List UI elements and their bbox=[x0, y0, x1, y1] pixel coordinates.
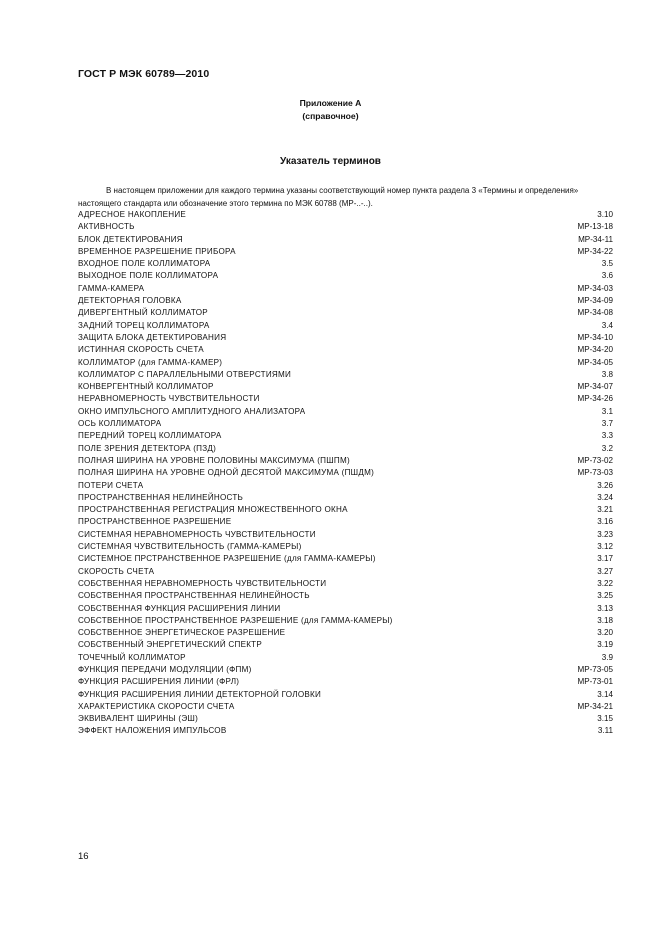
term-reference: 3.17 bbox=[597, 554, 613, 564]
term-row bbox=[78, 258, 613, 270]
term-reference: МР-34-21 bbox=[577, 701, 613, 711]
term-row bbox=[78, 701, 613, 713]
term-row bbox=[78, 246, 613, 258]
term-name: СОБСТВЕННАЯ ПРОСТРАНСТВЕННАЯ НЕЛИНЕЙНОСТЬ bbox=[78, 591, 310, 601]
term-row bbox=[78, 381, 613, 393]
term-name: ДЕТЕКТОРНАЯ ГОЛОВКА bbox=[78, 296, 182, 306]
term-row bbox=[78, 344, 613, 356]
term-reference: МР-34-03 bbox=[577, 283, 613, 293]
term-reference: МР-34-20 bbox=[577, 345, 613, 355]
term-row bbox=[78, 430, 613, 442]
term-reference: 3.12 bbox=[597, 542, 613, 552]
term-reference: МР-34-05 bbox=[577, 357, 613, 367]
term-row bbox=[78, 504, 613, 516]
term-reference: 3.13 bbox=[597, 603, 613, 613]
term-row bbox=[78, 689, 613, 701]
term-row bbox=[78, 615, 613, 627]
term-name: ПОЛНАЯ ШИРИНА НА УРОВНЕ ОДНОЙ ДЕСЯТОЙ МАКСИМУМА (ПШДМ) bbox=[78, 468, 375, 478]
term-name: НЕРАВНОМЕРНОСТЬ ЧУВСТВИТЕЛЬНОСТИ bbox=[78, 394, 260, 404]
term-row bbox=[78, 664, 613, 676]
term-reference: 3.9 bbox=[601, 652, 613, 662]
term-name: ПЕРЕДНИЙ ТОРЕЦ КОЛЛИМАТОРА bbox=[78, 431, 222, 441]
term-row bbox=[78, 529, 613, 541]
term-row bbox=[78, 467, 613, 479]
term-name: ФУНКЦИЯ РАСШИРЕНИЯ ЛИНИИ ДЕТЕКТОРНОЙ ГОЛОВКИ bbox=[78, 689, 322, 699]
term-row bbox=[78, 676, 613, 688]
term-name: ПРОСТРАНСТВЕННАЯ РЕГИСТРАЦИЯ МНОЖЕСТВЕННОГО ОКНА bbox=[78, 505, 348, 515]
term-name: КОЛЛИМАТОР (для ГАММА-КАМЕР) bbox=[78, 357, 223, 367]
appendix-subtitle: (справочное) bbox=[302, 111, 359, 121]
term-row bbox=[78, 295, 613, 307]
term-reference: 3.23 bbox=[597, 529, 613, 539]
term-name: СОБСТВЕННЫЙ ЭНЕРГЕТИЧЕСКИЙ СПЕКТР bbox=[78, 640, 263, 650]
term-reference: 3.20 bbox=[597, 628, 613, 638]
term-row bbox=[78, 418, 613, 430]
term-reference: МР-34-08 bbox=[577, 308, 613, 318]
term-reference: МР-73-01 bbox=[577, 677, 613, 687]
term-row bbox=[78, 406, 613, 418]
term-row bbox=[78, 516, 613, 528]
term-name: ВРЕМЕННОЕ РАЗРЕШЕНИЕ ПРИБОРА bbox=[78, 246, 236, 256]
term-row bbox=[78, 566, 613, 578]
term-reference: 3.24 bbox=[597, 492, 613, 502]
term-name: КОЛЛИМАТОР С ПАРАЛЛЕЛЬНЫМИ ОТВЕРСТИЯМИ bbox=[78, 369, 292, 379]
term-row bbox=[78, 320, 613, 332]
term-row bbox=[78, 541, 613, 553]
terms-list bbox=[78, 209, 613, 738]
term-reference: 3.6 bbox=[601, 271, 613, 281]
term-row bbox=[78, 307, 613, 319]
term-row bbox=[78, 590, 613, 602]
term-name: СОБСТВЕННОЕ ЭНЕРГЕТИЧЕСКОЕ РАЗРЕШЕНИЕ bbox=[78, 628, 286, 638]
intro-paragraph: В настоящем приложении для каждого термина указаны соответствующий номер пункта раздела 3 «Термины и определения» настоящего стандарта или обозначение этого термина по МЭК 60788 (МР-..-..). bbox=[78, 186, 579, 208]
term-row bbox=[78, 603, 613, 615]
term-name: АКТИВНОСТЬ bbox=[78, 222, 135, 232]
term-reference: 3.18 bbox=[597, 615, 613, 625]
appendix-heading bbox=[0, 97, 661, 123]
term-row bbox=[78, 455, 613, 467]
index-title: Указатель терминов bbox=[280, 156, 381, 167]
term-name: ЭКВИВАЛЕНТ ШИРИНЫ (ЭШ) bbox=[78, 714, 199, 724]
term-reference: 3.25 bbox=[597, 591, 613, 601]
term-name: СОБСТВЕННАЯ ФУНКЦИЯ РАСШИРЕНИЯ ЛИНИИ bbox=[78, 603, 281, 613]
term-row bbox=[78, 639, 613, 651]
term-reference: МР-34-07 bbox=[577, 382, 613, 392]
term-name: ЗАДНИЙ ТОРЕЦ КОЛЛИМАТОРА bbox=[78, 320, 210, 330]
term-row bbox=[78, 234, 613, 246]
term-row bbox=[78, 627, 613, 639]
term-row bbox=[78, 209, 613, 221]
term-reference: 3.14 bbox=[597, 689, 613, 699]
term-reference: 3.11 bbox=[597, 726, 613, 736]
term-name: ПРОСТРАНСТВЕННАЯ НЕЛИНЕЙНОСТЬ bbox=[78, 492, 244, 502]
term-reference: 3.1 bbox=[601, 406, 613, 416]
term-name: ТОЧЕЧНЫЙ КОЛЛИМАТОР bbox=[78, 652, 186, 662]
term-reference: 3.26 bbox=[597, 480, 613, 490]
term-name: ЭФФЕКТ НАЛОЖЕНИЯ ИМПУЛЬСОВ bbox=[78, 726, 227, 736]
term-name: ПОТЕРИ СЧЕТА bbox=[78, 480, 144, 490]
term-name: СКОРОСТЬ СЧЕТА bbox=[78, 566, 155, 576]
term-reference: 3.10 bbox=[597, 210, 613, 219]
term-reference: 3.7 bbox=[601, 419, 613, 429]
term-name: БЛОК ДЕТЕКТИРОВАНИЯ bbox=[78, 234, 183, 244]
term-name: ПОЛЕ ЗРЕНИЯ ДЕТЕКТОРА (ПЗД) bbox=[78, 443, 217, 453]
term-reference: МР-34-26 bbox=[577, 394, 613, 404]
term-reference: МР-13-18 bbox=[577, 222, 613, 232]
term-row bbox=[78, 393, 613, 405]
term-name: ГАММА-КАМЕРА bbox=[78, 283, 145, 293]
term-reference: 3.3 bbox=[601, 431, 613, 441]
term-row bbox=[78, 270, 613, 282]
term-name: ДИВЕРГЕНТНЫЙ КОЛЛИМАТОР bbox=[78, 308, 208, 318]
appendix-title: Приложение А bbox=[299, 98, 362, 108]
term-reference: 3.4 bbox=[601, 320, 613, 330]
term-reference: 3.16 bbox=[597, 517, 613, 527]
term-reference: МР-73-05 bbox=[577, 664, 613, 674]
term-reference: 3.15 bbox=[597, 714, 613, 724]
term-name: СОБСТВЕННОЕ ПРОСТРАНСТВЕННОЕ РАЗРЕШЕНИЕ (для ГАММА-КАМЕРЫ) bbox=[78, 615, 393, 625]
term-name: СИСТЕМНАЯ НЕРАВНОМЕРНОСТЬ ЧУВСТВИТЕЛЬНОСТИ bbox=[78, 529, 316, 539]
term-row bbox=[78, 332, 613, 344]
term-name: ВЫХОДНОЕ ПОЛЕ КОЛЛИМАТОРА bbox=[78, 271, 219, 281]
term-reference: МР-34-11 bbox=[578, 234, 613, 244]
term-row bbox=[78, 553, 613, 565]
term-row bbox=[78, 221, 613, 233]
term-row bbox=[78, 578, 613, 590]
term-row bbox=[78, 492, 613, 504]
term-reference: МР-73-02 bbox=[577, 455, 613, 465]
term-name: ФУНКЦИЯ ПЕРЕДАЧИ МОДУЛЯЦИИ (ФПМ) bbox=[78, 664, 252, 674]
term-row bbox=[78, 480, 613, 492]
term-name: ОКНО ИМПУЛЬСНОГО АМПЛИТУДНОГО АНАЛИЗАТОРА bbox=[78, 406, 306, 416]
term-reference: МР-73-03 bbox=[577, 468, 613, 478]
term-name: ПОЛНАЯ ШИРИНА НА УРОВНЕ ПОЛОВИНЫ МАКСИМУМА (ПШПМ) bbox=[78, 455, 350, 465]
term-reference: 3.21 bbox=[597, 505, 613, 515]
term-row bbox=[78, 713, 613, 725]
term-row bbox=[78, 357, 613, 369]
term-reference: 3.27 bbox=[597, 566, 613, 576]
term-reference: 3.2 bbox=[601, 443, 613, 453]
term-row bbox=[78, 725, 613, 737]
term-name: СИСТЕМНОЕ ПРСТРАНСТВЕННОЕ РАЗРЕШЕНИЕ (для ГАММА-КАМЕРЫ) bbox=[78, 554, 376, 564]
term-name: ВХОДНОЕ ПОЛЕ КОЛЛИМАТОРА bbox=[78, 259, 211, 269]
standard-header: ГОСТ Р МЭК 60789—2010 bbox=[78, 68, 210, 80]
term-name: ХАРАКТЕРИСТИКА СКОРОСТИ СЧЕТА bbox=[78, 701, 235, 711]
term-reference: МР-34-09 bbox=[577, 296, 613, 306]
term-row bbox=[78, 283, 613, 295]
term-reference: МР-34-22 bbox=[577, 246, 613, 256]
page-number: 16 bbox=[78, 851, 89, 862]
term-reference: 3.8 bbox=[601, 369, 613, 379]
term-reference: МР-34-10 bbox=[577, 332, 613, 342]
term-name: ОСЬ КОЛЛИМАТОРА bbox=[78, 419, 162, 429]
term-name: СОБСТВЕННАЯ НЕРАВНОМЕРНОСТЬ ЧУВСТВИТЕЛЬНОСТИ bbox=[78, 578, 327, 588]
term-name: АДРЕСНОЕ НАКОПЛЕНИЕ bbox=[78, 210, 187, 219]
term-row bbox=[78, 369, 613, 381]
term-name: КОНВЕРГЕНТНЫЙ КОЛЛИМАТОР bbox=[78, 382, 214, 392]
term-reference: 3.22 bbox=[597, 578, 613, 588]
term-name: ЗАЩИТА БЛОКА ДЕТЕКТИРОВАНИЯ bbox=[78, 332, 227, 342]
term-reference: 3.19 bbox=[597, 640, 613, 650]
term-name: ИСТИННАЯ СКОРОСТЬ СЧЕТА bbox=[78, 345, 204, 355]
term-reference: 3.5 bbox=[601, 259, 613, 269]
term-row bbox=[78, 652, 613, 664]
term-name: ФУНКЦИЯ РАСШИРЕНИЯ ЛИНИИ (ФРЛ) bbox=[78, 677, 240, 687]
term-row bbox=[78, 443, 613, 455]
term-name: ПРОСТРАНСТВЕННОЕ РАЗРЕШЕНИЕ bbox=[78, 517, 232, 527]
term-name: СИСТЕМНАЯ ЧУВСТВИТЕЛЬНОСТЬ (ГАММА-КАМЕРЫ) bbox=[78, 542, 302, 552]
